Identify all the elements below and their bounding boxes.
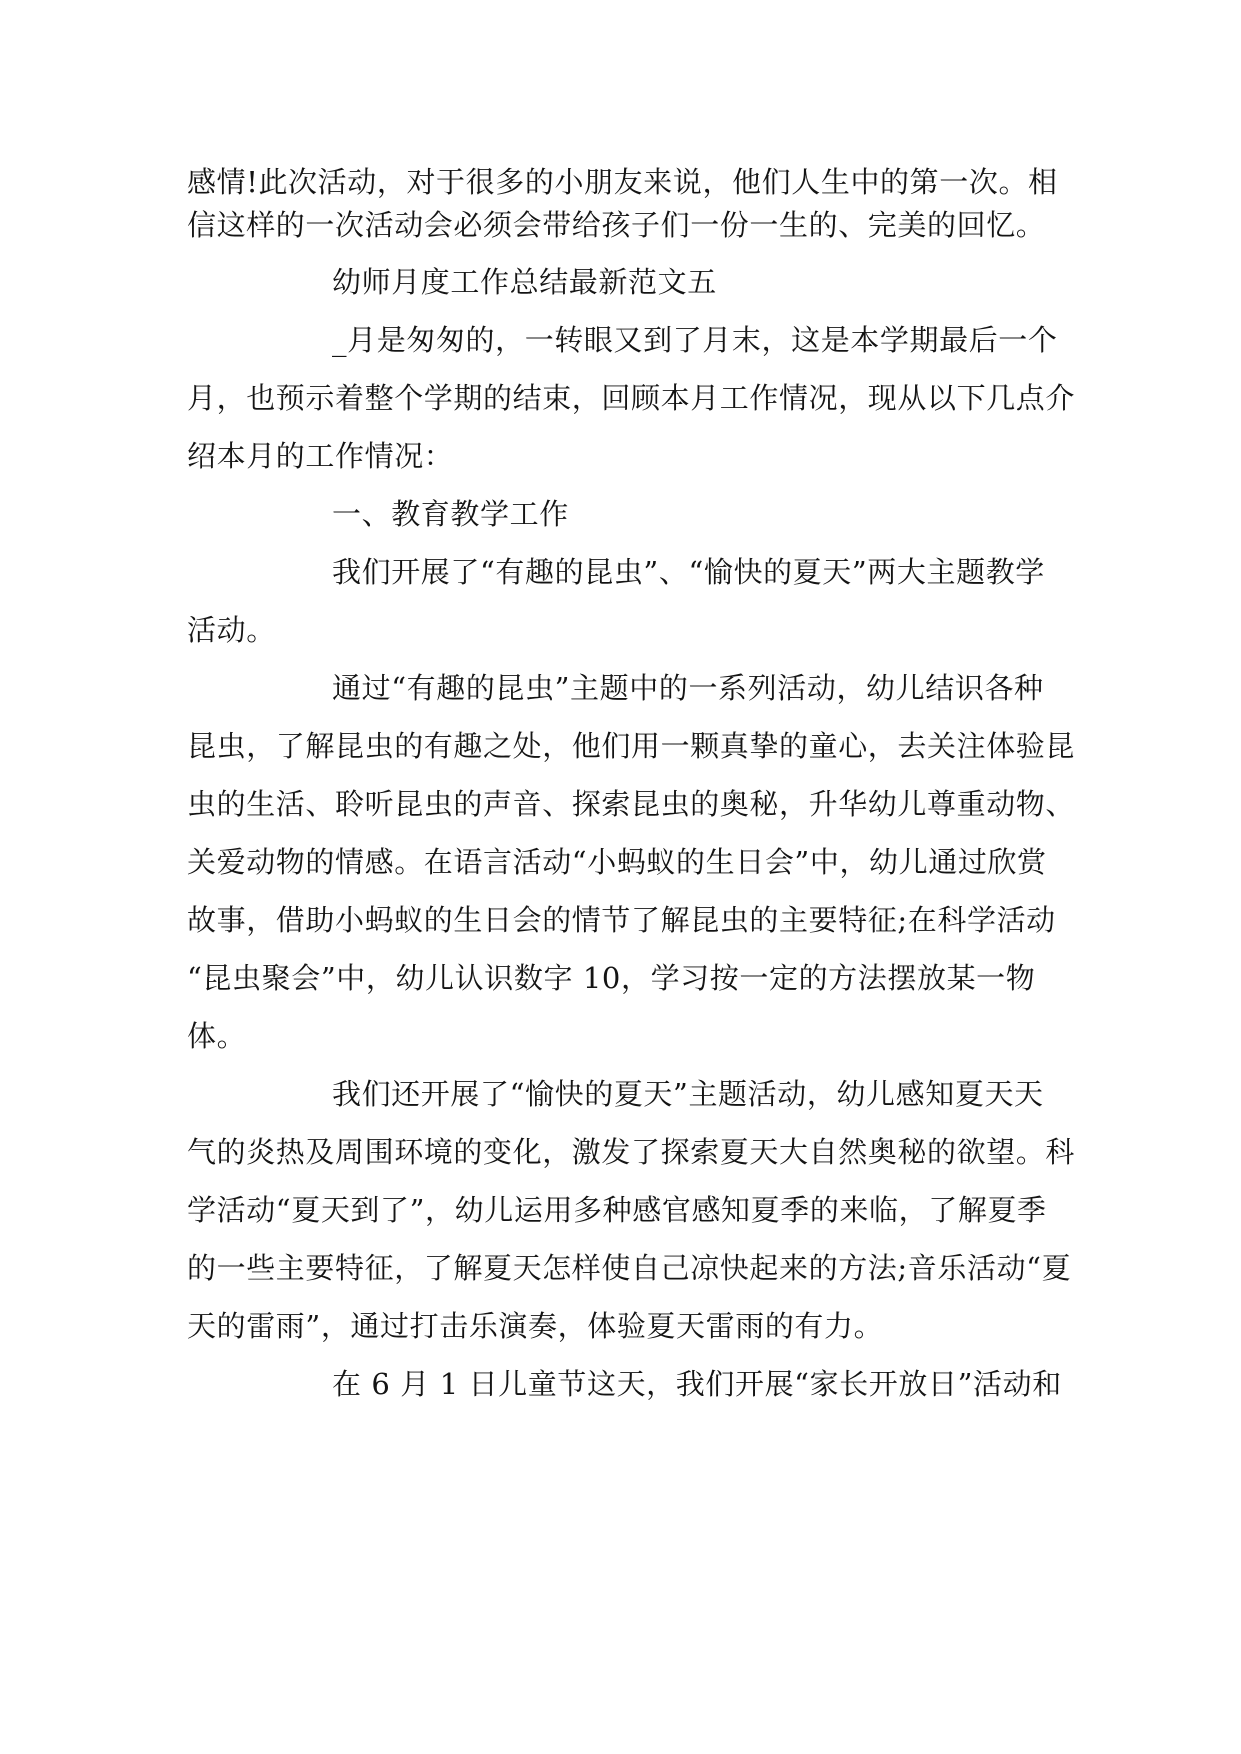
text-line: 在 6 月 1 日儿童节这天，我们开展“家长开放日”活动和 xyxy=(332,1367,1062,1401)
text-line: 虫的生活、聆听昆虫的声音、探索昆虫的奥秘，升华幼儿尊重动物、 xyxy=(187,787,1076,821)
text-line: 气的炎热及周围环境的变化，激发了探索夏天大自然奥秘的欲望。科 xyxy=(187,1135,1076,1169)
text-line: 我们还开展了“愉快的夏天”主题活动，幼儿感知夏天天 xyxy=(332,1077,1044,1111)
text-line: 天的雷雨”，通过打击乐演奏，体验夏天雷雨的有力。 xyxy=(187,1309,884,1343)
subsection-heading: 一、教育教学工作 xyxy=(332,497,569,531)
text-line: _月是匆匆的，一转眼又到了月末，这是本学期最后一个 xyxy=(332,323,1058,357)
text-line: 昆虫，了解昆虫的有趣之处，他们用一颗真挚的童心，去关注体验昆 xyxy=(187,729,1076,763)
text-line: 故事，借助小蚂蚁的生日会的情节了解昆虫的主要特征;在科学活动 xyxy=(187,903,1056,937)
text-line: 月，也预示着整个学期的结束，回顾本月工作情况，现从以下几点介 xyxy=(187,381,1076,415)
text-line: “昆虫聚会”中，幼儿认识数字 10，学习按一定的方法摆放某一物 xyxy=(187,961,1036,995)
section-heading: 幼师月度工作总结最新范文五 xyxy=(332,265,717,299)
text-line: 绍本月的工作情况： xyxy=(187,439,454,473)
text-line: 信这样的一次活动会必须会带给孩子们一份一生的、完美的回忆。 xyxy=(187,208,1046,242)
text-line: 体。 xyxy=(187,1019,247,1053)
text-line: 通过“有趣的昆虫”主题中的一系列活动，幼儿结识各种 xyxy=(332,671,1044,705)
text-line: 学活动“夏天到了”，幼儿运用多种感官感知夏季的来临，了解夏季 xyxy=(187,1193,1047,1227)
text-line: 关爱动物的情感。在语言活动“小蚂蚁的生日会”中，幼儿通过欣赏 xyxy=(187,845,1047,879)
text-line: 的一些主要特征，了解夏天怎样使自己凉快起来的方法;音乐活动“夏 xyxy=(187,1251,1072,1285)
text-line: 感情!此次活动，对于很多的小朋友来说，他们人生中的第一次。相 xyxy=(187,165,1058,199)
text-line: 活动。 xyxy=(187,613,276,647)
text-line: 我们开展了“有趣的昆虫”、“愉快的夏天”两大主题教学 xyxy=(332,555,1045,589)
